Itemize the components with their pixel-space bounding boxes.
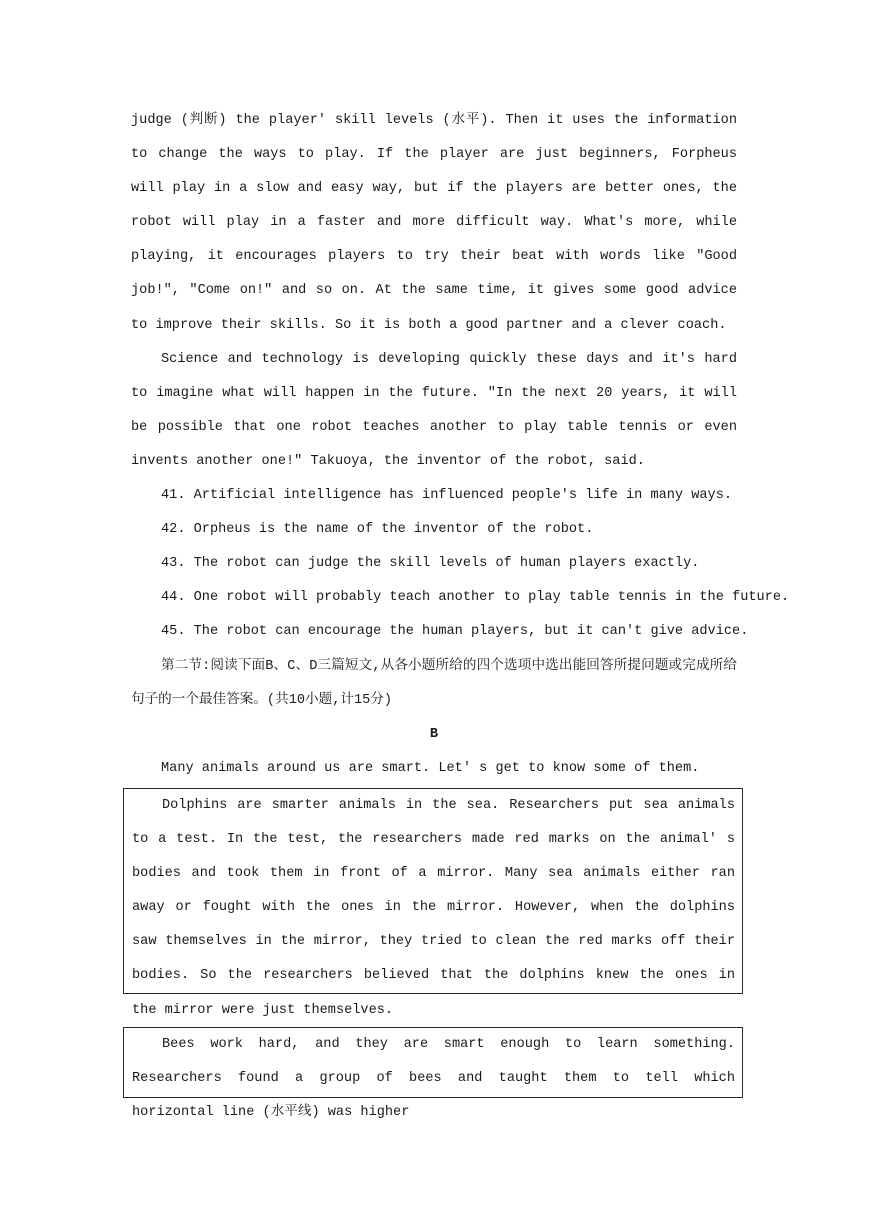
question-42: 42. Orpheus is the name of the inventor of the robot. [161, 522, 594, 538]
question-43: 43. The robot can judge the skill levels of human players exactly. [161, 556, 700, 572]
section2-instructions: 第二节:阅读下面B、C、D三篇短文,从各小题所给的四个选项中选出能回答所提问题或完成所给句子的一个最佳答案。(共10小题,计15分) [131, 658, 737, 708]
bees-box [123, 1027, 743, 1121]
passage-a-continuation: judge (判断) the player' skill levels (水平). Then it uses the information to change the ways to play. If the player are just beginners, Forpheus will play in a slow and easy way, but if the players are better ones, the robot will play in a faster and more difficult way. What's more, while playing, it encourages players to try their beat with words like "Good job!", "Come on!" and so on. At the same time, it gives some good advice to improve their skills. So it is both a good partner and a clever coach. [131, 113, 737, 333]
question-41: 41. Artificial intelligence has influenced people's life in many ways. [161, 488, 733, 504]
dolphins-box [123, 788, 743, 1018]
dolphins-text: Dolphins are smarter animals in the sea. Researchers put sea animals to a test. In the test, the researchers made red marks on the animal' s bodies and took them in front of a mirror. Many sea animals either ran away or fought with the ones in the mirror. However, when the dolphins saw themselves in the mirror, they tried to clean the red marks off their bodies. So the researchers believed that the dolphins knew the ones in the mirror were just themselves. [132, 798, 735, 1018]
passage-b-label: B [429, 726, 439, 742]
bees-text: Bees work hard, and they are smart enough to learn something. Researchers found a group of bees and taught them to tell which horizontal line (水平线) was higher [132, 1037, 735, 1121]
passage-a-closing: Science and technology is developing quickly these days and it's hard to imagine what will happen in the future. "In the next 20 years, it will be possible that one robot teaches another to play table tennis or even invents another one!" Takuoya, the inventor of the robot, said. [131, 351, 737, 469]
question-44: 44. One robot will probably teach another to play table tennis in the future. [161, 590, 790, 606]
document-body [131, 104, 790, 786]
passage-b-intro: Many animals around us are smart. Let' s get to know some of them. [161, 760, 700, 776]
question-45: 45. The robot can encourage the human players, but it can't give advice. [161, 624, 749, 640]
true-false-questions [131, 479, 790, 649]
